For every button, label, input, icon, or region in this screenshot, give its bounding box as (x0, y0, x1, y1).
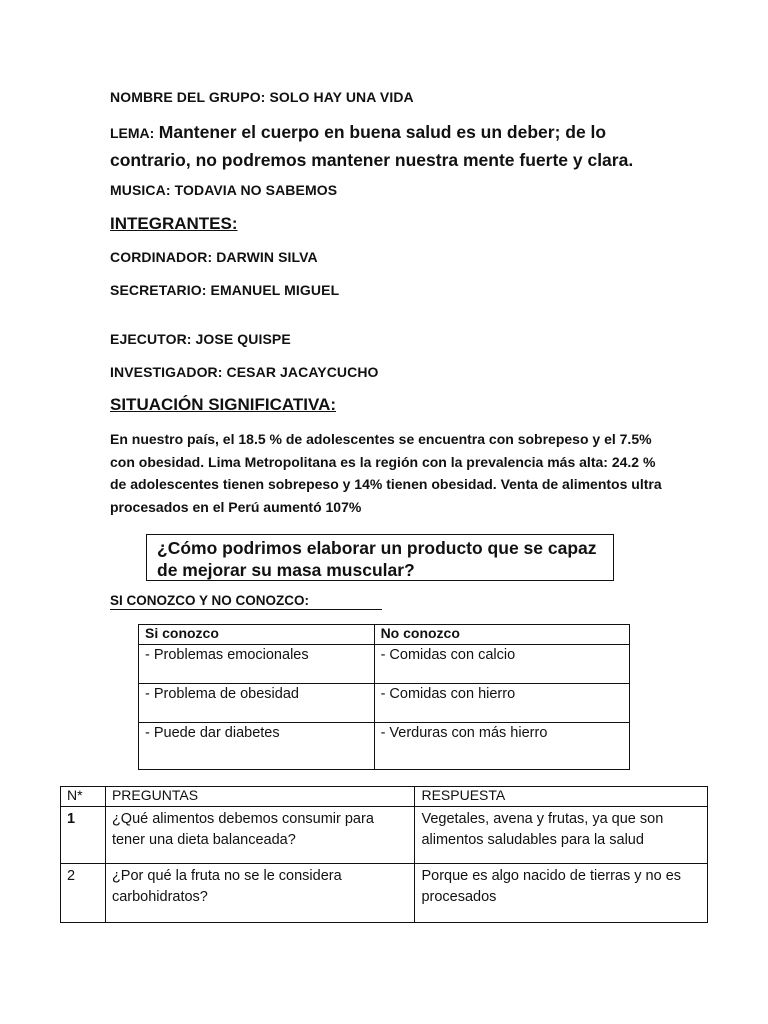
table-row (139, 684, 630, 723)
table-row (61, 864, 708, 923)
unknown-cell: - Comidas con hierro (374, 684, 629, 723)
member-name: DARWIN SILVA (216, 249, 318, 265)
qa-answer: Porque es algo nacido de tierras y no es procesados (415, 864, 708, 923)
unknown-cell: - Verduras con más hierro (374, 723, 629, 770)
question-box: ¿Cómo podrimos elaborar un producto que se capaz de mejorar su masa muscular? (146, 534, 614, 581)
group-name-value: SOLO HAY UNA VIDA (269, 89, 414, 105)
know-cell: - Puede dar diabetes (139, 723, 375, 770)
member-coordinator (110, 249, 318, 265)
know-header-si: Si conozco (139, 625, 375, 645)
know-heading: SI CONOZCO Y NO CONOZCO: (110, 593, 382, 610)
table-row (139, 723, 630, 770)
music-value: TODAVIA NO SABEMOS (174, 182, 338, 198)
group-name-line (110, 89, 414, 105)
member-name: EMANUEL MIGUEL (210, 282, 340, 298)
qa-header-answer: RESPUESTA (415, 787, 708, 807)
unknown-cell: - Comidas con calcio (374, 645, 629, 684)
qa-question: ¿Por qué la fruta no se le considera carbohidratos? (105, 864, 415, 923)
lema-label: LEMA: (110, 125, 155, 141)
qa-number: 2 (61, 864, 106, 923)
member-name: JOSE QUISPE (195, 331, 291, 347)
qa-number: 1 (61, 807, 106, 864)
qa-header-questions: PREGUNTAS (105, 787, 415, 807)
group-name-label: NOMBRE DEL GRUPO: (110, 89, 266, 105)
member-investigator (110, 364, 379, 380)
table-row (61, 807, 708, 864)
lema-text: Mantener el cuerpo en buena salud es un deber; de lo contrario, no podremos mantener nuestra mente fuerte y clara. (110, 122, 634, 170)
lema-block (110, 119, 670, 175)
member-role: SECRETARIO: (110, 282, 207, 298)
situation-heading: SITUACIÓN SIGNIFICATIVA: (110, 395, 337, 414)
qa-table-header-row (61, 787, 708, 807)
table-row (139, 645, 630, 684)
situation-paragraph: En nuestro país, el 18.5 % de adolescentes se encuentra con sobrepeso y el 7.5% con obesidad. Lima Metropolitana es la región con la prevalencia más alta: 24.2 % de adolescentes tienen sobrepeso y 14% tienen obesidad. Venta de alimentos ultra procesados en el Perú aumentó 107% (110, 431, 662, 515)
know-cell: - Problema de obesidad (139, 684, 375, 723)
know-table-header-row (139, 625, 630, 645)
qa-table (60, 786, 708, 923)
qa-header-number: N* (61, 787, 106, 807)
member-secretary (110, 282, 339, 298)
members-heading: INTEGRANTES: (110, 214, 238, 233)
know-table (138, 624, 630, 770)
member-role: CORDINADOR: (110, 249, 213, 265)
member-role: INVESTIGADOR: (110, 364, 223, 380)
music-line (110, 182, 337, 198)
know-header-no: No conozco (374, 625, 629, 645)
know-cell: - Problemas emocionales (139, 645, 375, 684)
qa-answer: Vegetales, avena y frutas, ya que son alimentos saludables para la salud (415, 807, 708, 864)
member-role: EJECUTOR: (110, 331, 192, 347)
music-label: MUSICA: (110, 182, 171, 198)
member-name: CESAR JACAYCUCHO (226, 364, 379, 380)
qa-question: ¿Qué alimentos debemos consumir para tener una dieta balanceada? (105, 807, 415, 864)
member-executor (110, 331, 291, 347)
